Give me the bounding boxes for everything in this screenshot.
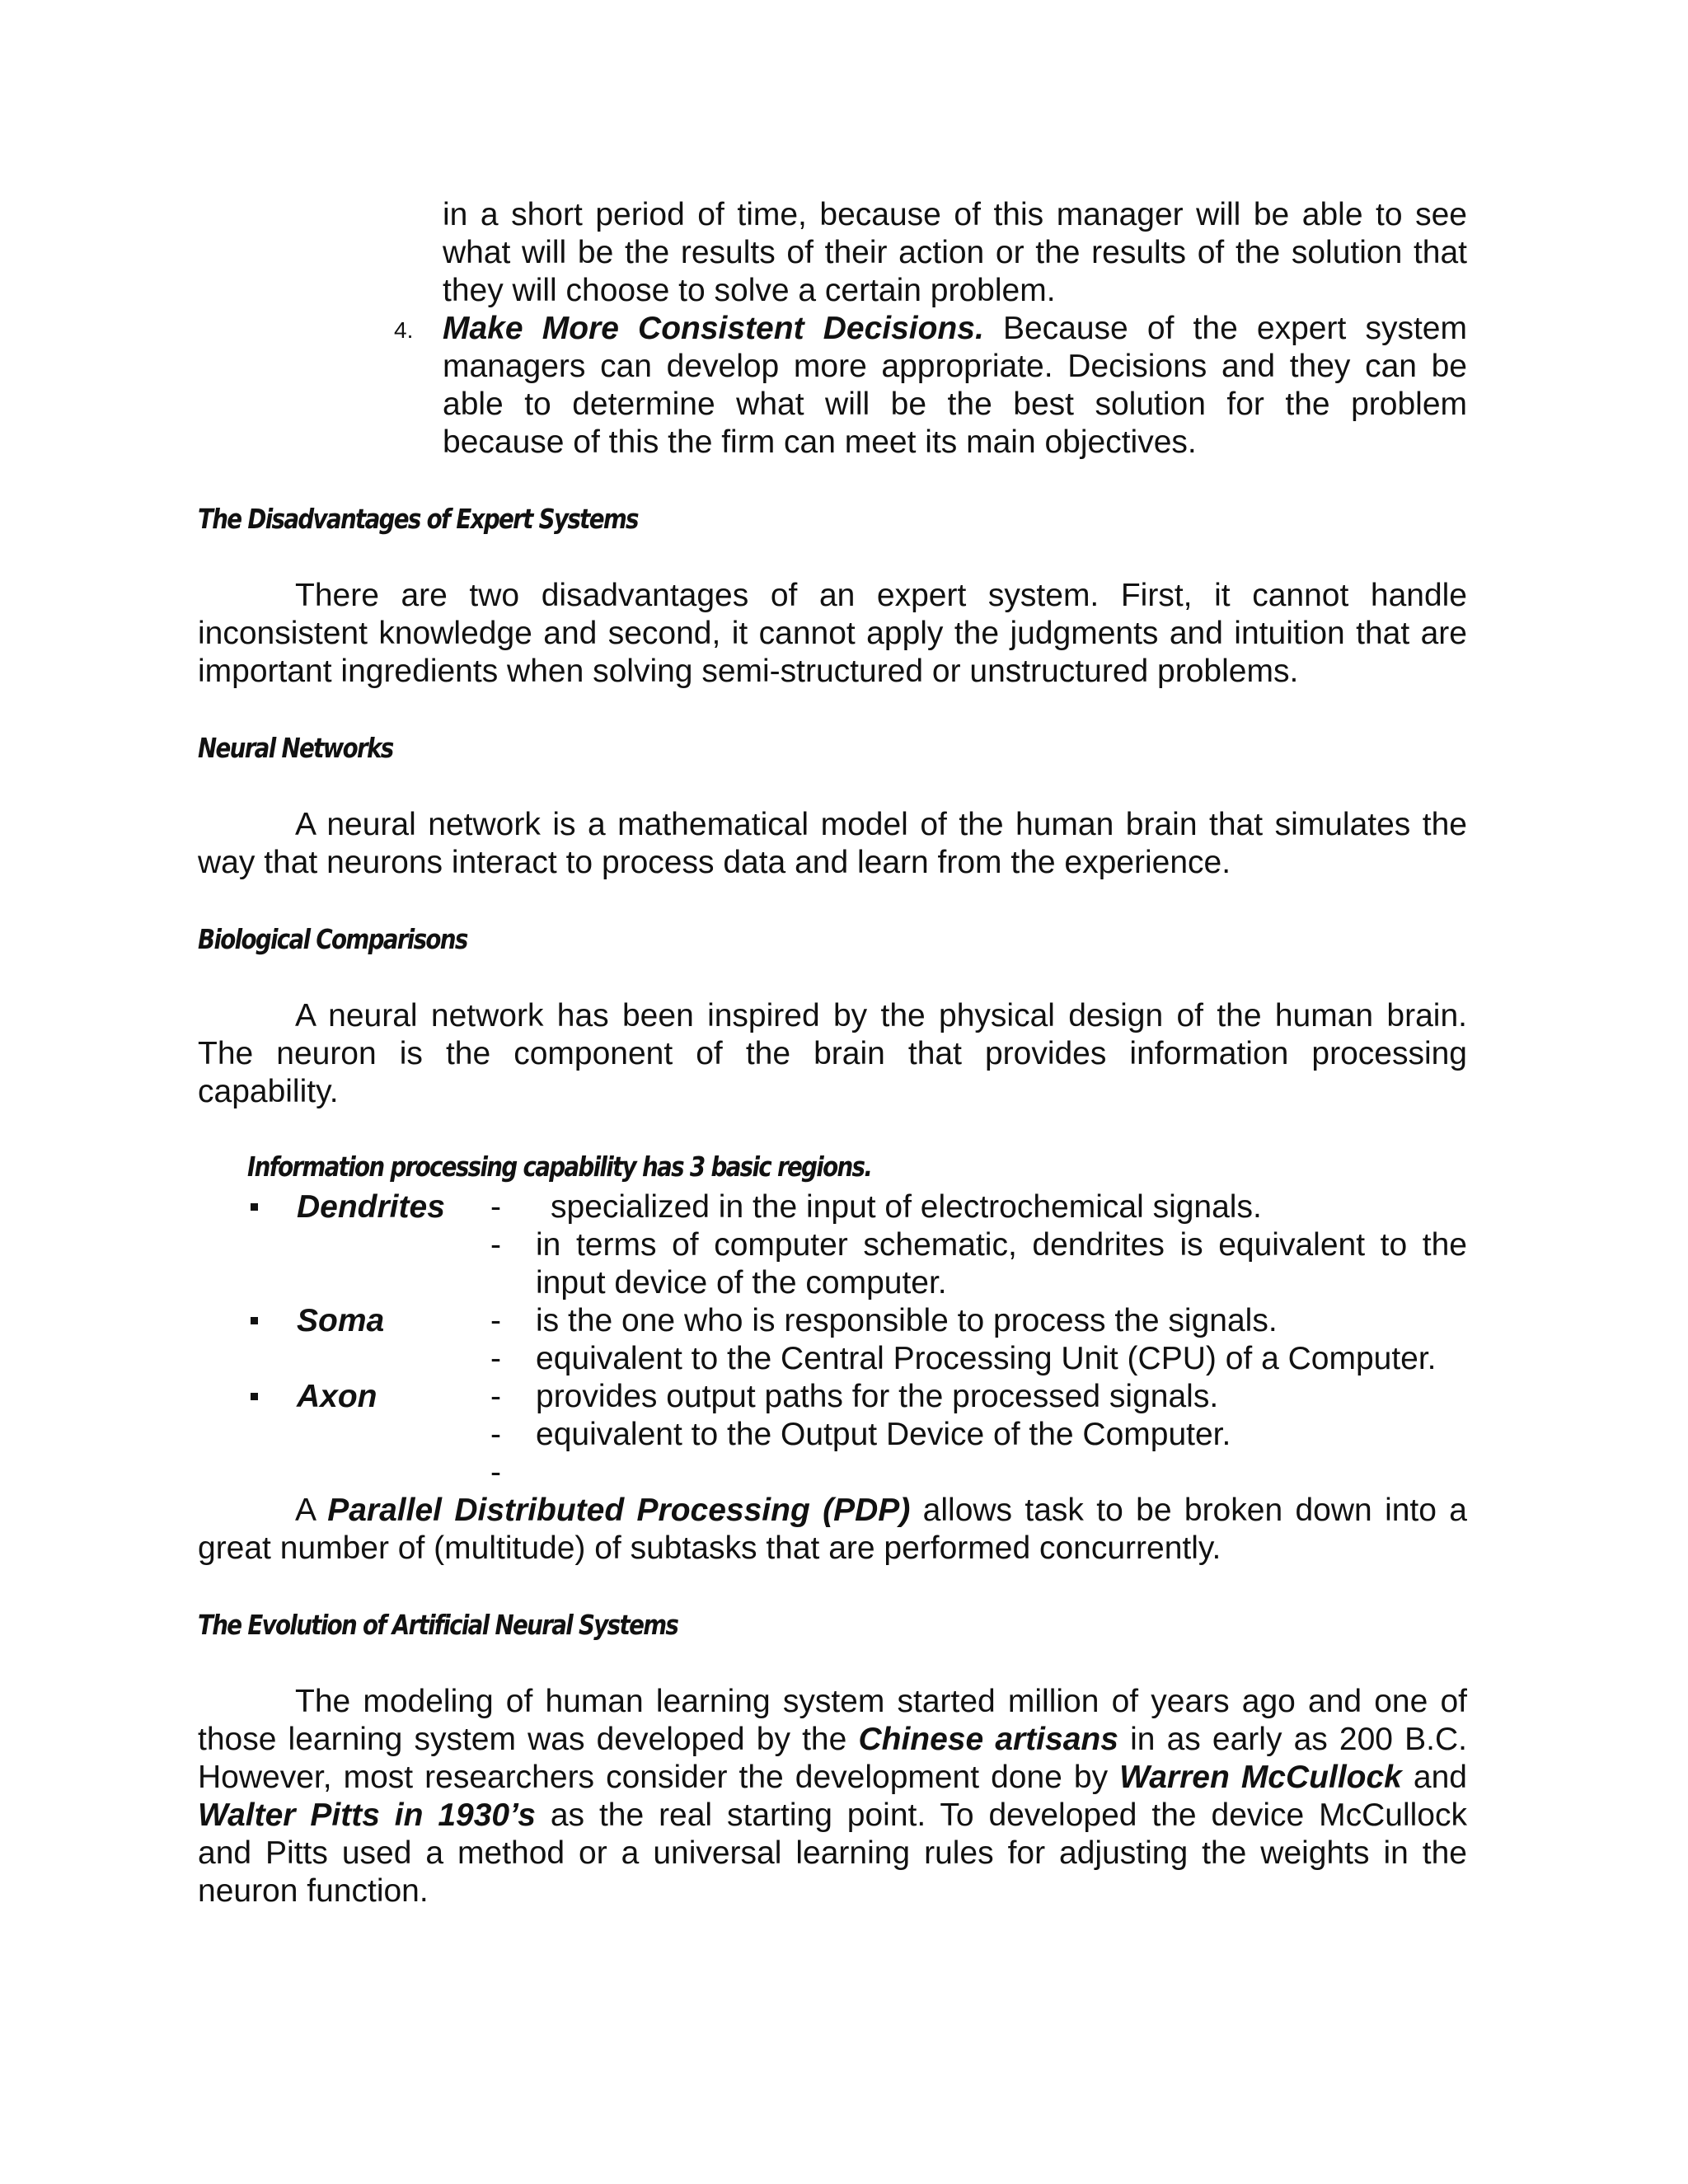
paragraph-line: However, most researchers consider the development done by Warren McCullock and xyxy=(198,1760,1467,1795)
description: provides output paths for the processed signals. xyxy=(536,1379,1219,1414)
bullet xyxy=(251,1317,258,1324)
paragraph-line: neuron function. xyxy=(198,1873,429,1909)
section-heading: Neural Networks xyxy=(198,732,393,764)
item4-title: Make More Consistent Decisions. xyxy=(443,311,984,346)
paragraph-line: and Pitts used a method or a universal learning rules for adjusting the weights in the xyxy=(198,1835,1467,1871)
description: input device of the computer. xyxy=(536,1265,947,1301)
paragraph-line: The modeling of human learning system started million of years ago and one of xyxy=(295,1684,1467,1719)
pdp-term: Parallel Distributed Processing (PDP) xyxy=(327,1493,911,1528)
paragraph-line: A neural network has been inspired by the physical design of the human brain. xyxy=(295,998,1467,1033)
bullet xyxy=(251,1393,258,1400)
section-heading: Biological Comparisons xyxy=(198,923,467,955)
paragraph-line: A Parallel Distributed Processing (PDP) allows task to be broken down into a xyxy=(295,1493,1467,1528)
dash: - xyxy=(490,1227,501,1263)
list-number: 4. xyxy=(394,317,414,343)
description: equivalent to the Output Device of the Computer. xyxy=(536,1417,1231,1452)
paragraph-line: important ingredients when solving semi-structured or unstructured problems. xyxy=(198,654,1299,689)
term-soma: Soma xyxy=(297,1303,385,1338)
dash: - xyxy=(490,1303,501,1338)
dash: - xyxy=(490,1417,501,1452)
section-heading: The Evolution of Artificial Neural Systems xyxy=(198,1609,678,1641)
section-heading: The Disadvantages of Expert Systems xyxy=(198,503,638,535)
intro-line: what will be the results of their action or the results of the solution that xyxy=(443,235,1467,270)
paragraph-line: inconsistent knowledge and second, it cannot apply the judgments and intuition that are xyxy=(198,616,1467,651)
description: in terms of computer schematic, dendrites is equivalent to the xyxy=(536,1227,1467,1263)
description: is the one who is responsible to process the signals. xyxy=(536,1303,1278,1338)
subsection-heading: Information processing capability has 3 basic regions. xyxy=(247,1151,872,1183)
intro-line: they will choose to solve a certain problem. xyxy=(443,273,1056,308)
description: specialized in the input of electrochemical signals. xyxy=(551,1189,1262,1225)
paragraph-line: The neuron is the component of the brain that provides information processing xyxy=(198,1036,1467,1071)
dash: - xyxy=(490,1379,501,1414)
description: equivalent to the Central Processing Unit (CPU) of a Computer. xyxy=(536,1341,1437,1376)
item4-line: because of this the firm can meet its main objectives. xyxy=(443,424,1197,460)
paragraph-line: those learning system was developed by the Chinese artisans in as early as 200 B.C. xyxy=(198,1722,1467,1757)
item4-line: able to determine what will be the best solution for the problem xyxy=(443,387,1467,422)
term-axon: Axon xyxy=(297,1379,377,1414)
paragraph-line: A neural network is a mathematical model of the human brain that simulates the xyxy=(295,807,1467,842)
term-dendrites: Dendrites xyxy=(297,1189,445,1225)
paragraph-line: capability. xyxy=(198,1074,339,1109)
dash: - xyxy=(490,1455,501,1490)
paragraph-line: way that neurons interact to process data and learn from the experience. xyxy=(198,845,1231,880)
paragraph-line: great number of (multitude) of subtasks that are performed concurrently. xyxy=(198,1530,1221,1566)
dash: - xyxy=(490,1341,501,1376)
paragraph-line: Walter Pitts in 1930’s as the real starting point. To developed the device McCullock xyxy=(198,1797,1467,1833)
bullet xyxy=(251,1203,258,1211)
intro-line: in a short period of time, because of this manager will be able to see xyxy=(443,197,1467,232)
item4-line: Make More Consistent Decisions. Because of the expert system xyxy=(443,311,1467,346)
dash: - xyxy=(490,1189,501,1225)
paragraph-line: There are two disadvantages of an expert system. First, it cannot handle xyxy=(295,578,1467,613)
item4-line: managers can develop more appropriate. Decisions and they can be xyxy=(443,349,1467,384)
